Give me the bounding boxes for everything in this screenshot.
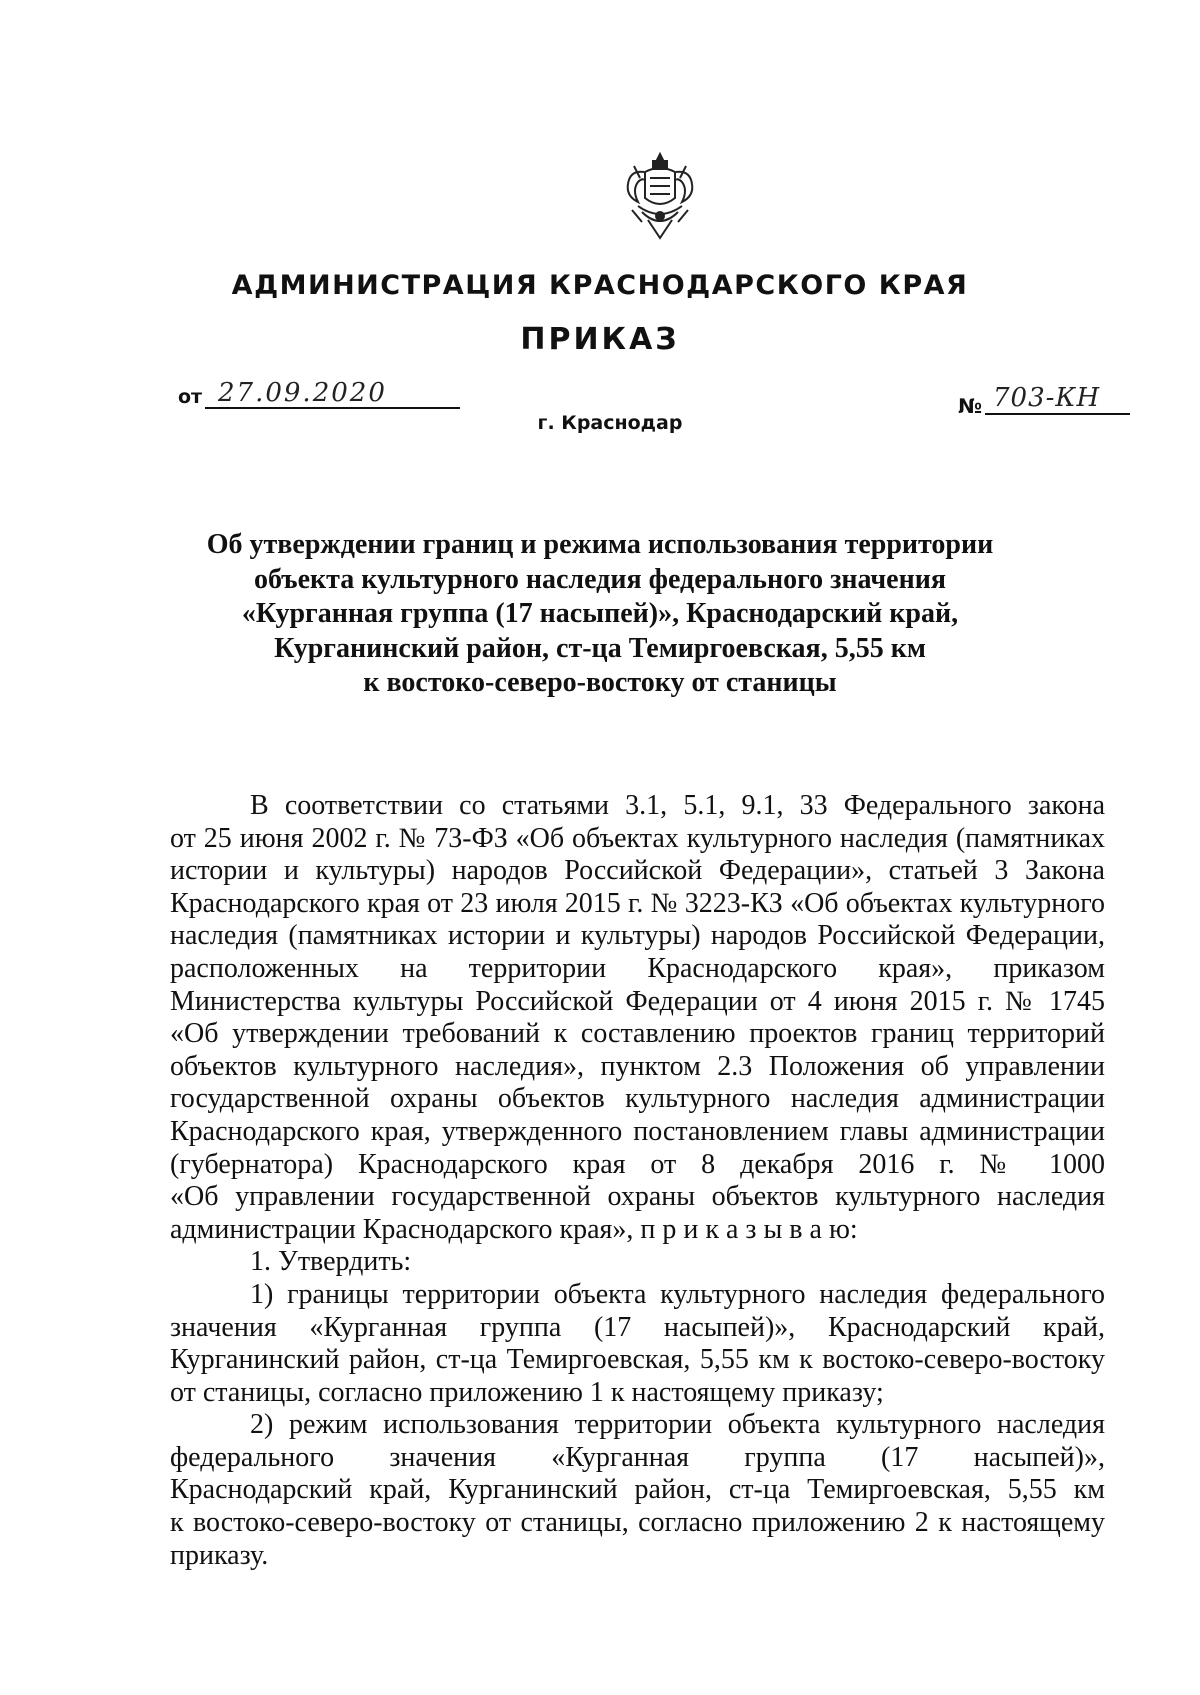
body-line: 2) режим использования территории объекта культурного наследия (250, 1409, 1105, 1441)
organization-name: АДМИНИСТРАЦИЯ КРАСНОДАРСКОГО КРАЯ (231, 270, 969, 301)
document-type: ПРИКАЗ (520, 322, 680, 357)
body-line: расположенных на территории Краснодарского края», приказом (170, 952, 1105, 984)
date-label: от (178, 386, 203, 408)
body-line: государственной охраны объектов культурного наследия администрации (170, 1083, 1105, 1115)
body-line: приказу. (170, 1539, 269, 1571)
body-line: к востоко-северо-востоку от станицы, согласно приложению 2 к настоящему (170, 1507, 1105, 1539)
title-line: к востоко-северо-востоку от станицы (363, 667, 837, 698)
body-line: объектов культурного наследия», пунктом 2.3 Положения об управлении (170, 1050, 1105, 1082)
title-line: объекта культурного наследия федерального значения (253, 563, 947, 595)
city-name: г. Краснодар (537, 412, 683, 434)
title-line: Об утверждении границ и режима использования территории (206, 529, 994, 560)
body-line: «Об утверждении требований к составлению проектов границ территорий (170, 1018, 1105, 1050)
number-value-handwritten: 703-КН (993, 383, 1101, 413)
body-line: (губернатора) Краснодарского края от 8 декабря 2016 г. № 1000 (170, 1148, 1105, 1180)
body-line: от 25 июня 2002 г. № 73-ФЗ «Об объектах культурного наследия (памятниках (170, 822, 1105, 854)
body-line: федерального значения «Курганная группа (17 насыпей)», (170, 1441, 1105, 1473)
body-line: Краснодарский край, Курганинский район, ст-ца Темиргоевская, 5,55 км (170, 1474, 1105, 1506)
body-line: наследия (памятниках истории и культуры) народов Российской Федерации, (170, 920, 1105, 952)
number-underline (985, 413, 1130, 415)
order-title (150, 528, 1050, 701)
body-line: от станицы, согласно приложению 1 к настоящему приказу; (170, 1376, 884, 1408)
body-line: истории и культуры) народов Российской Федерации», статьей 3 Закона (170, 855, 1105, 887)
body-line: Курганинский район, ст-ца Темиргоевская, 5,55 км к востоко-северо-востоку (170, 1344, 1105, 1376)
body-line: Краснодарского края, утвержденного постановлением главы администрации (170, 1115, 1105, 1147)
body-line: Краснодарского края от 23 июля 2015 г. № 3223-КЗ «Об объектах культурного (170, 887, 1105, 919)
title-line: «Курганная группа (17 насыпей)», Краснодарский край, (241, 598, 959, 629)
body-line: В соответствии со статьями 3.1, 5.1, 9.1, 33 Федерального закона (250, 790, 1105, 821)
title-line: Курганинский район, ст-ца Темиргоевская, 5,55 км (274, 632, 926, 664)
body-line: 1) границы территории объекта культурного наследия федерального (250, 1278, 1105, 1310)
date-value-handwritten: 27.09.2020 (218, 378, 387, 408)
number-label: № (958, 394, 983, 418)
body-line: Министерства культуры Российской Федерации от 4 июня 2015 г. № 1745 (170, 985, 1105, 1017)
item-heading: 1. Утвердить: (250, 1246, 412, 1278)
coat-of-arms-emblem (620, 150, 700, 245)
body-line: значения «Курганная группа (17 насыпей)», Краснодарский край, (170, 1311, 1105, 1343)
order-body (170, 790, 1105, 1572)
body-line: администрации Краснодарского края», п р и к а з ы в а ю: (170, 1213, 858, 1245)
body-line: «Об управлении государственной охраны объектов культурного наследия (170, 1181, 1105, 1213)
